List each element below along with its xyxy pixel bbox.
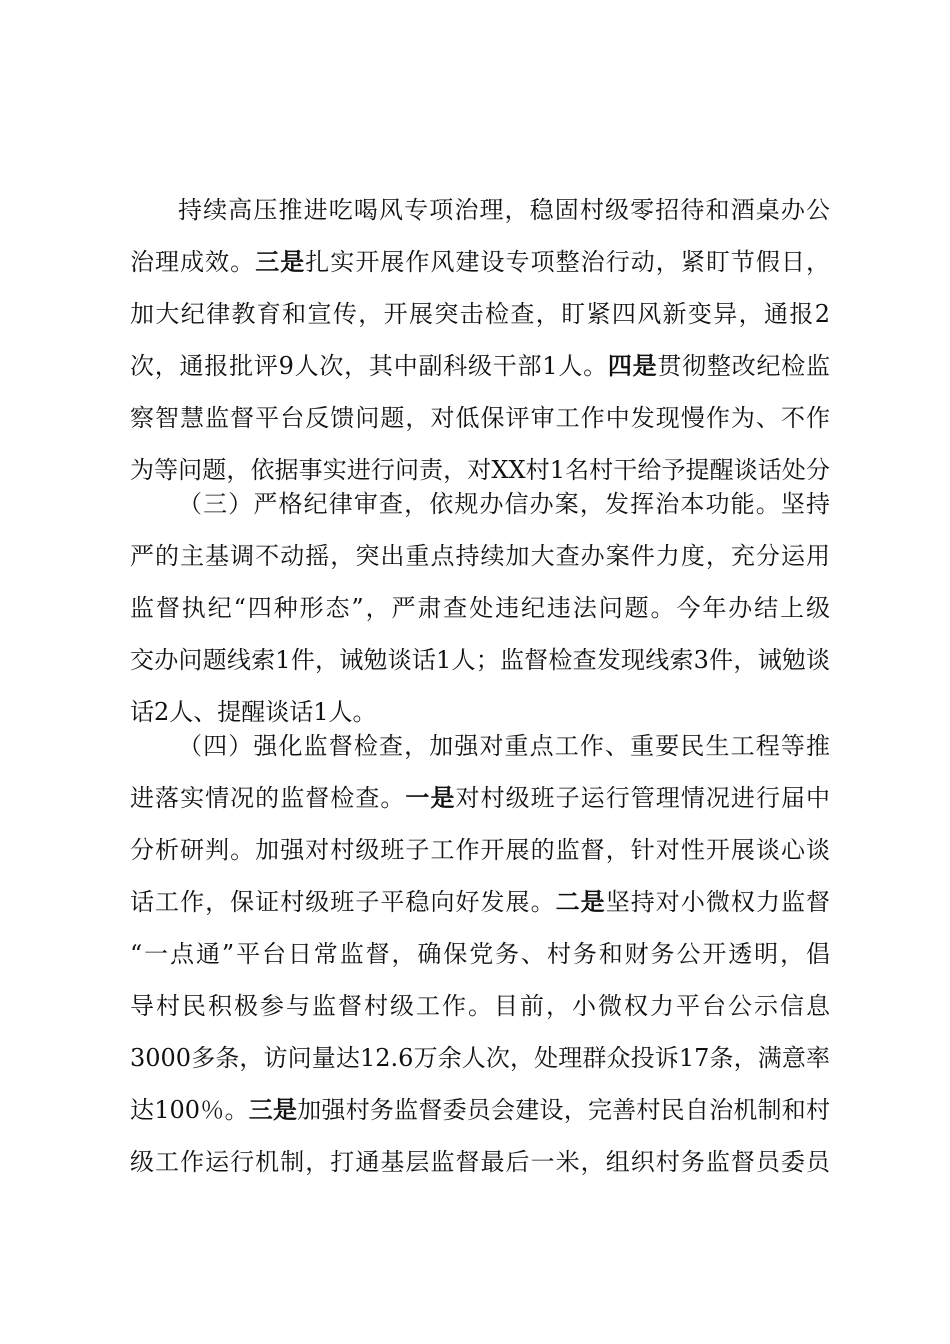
text-line (130, 530, 830, 582)
text-run: 严的主基调不动摇，突出重点持续加大查办案件力度，充分运用 (130, 542, 830, 570)
text-run: 监督执纪“四种形态”，严肃查处违纪违法问题。今年办结上级 (130, 594, 830, 622)
text-run: 进落实情况的监督检查。 (130, 784, 406, 812)
paragraph-discipline-review (130, 478, 830, 738)
text-line (130, 876, 830, 928)
text-line (130, 392, 830, 444)
text-line (130, 582, 830, 634)
text-run: 加强村务监督委员会建设，完善村民自治机制和村 (297, 1096, 831, 1124)
text-run: 话工作，保证村级班子平稳向好发展。 (130, 888, 556, 916)
text-line (130, 980, 830, 1032)
bold-marker: 四是 (607, 352, 658, 380)
bold-marker: 一是 (405, 784, 456, 812)
paragraph-supervision-inspection (130, 720, 830, 1188)
text-run: 分析研判。加强对村级班子工作开展的监督，针对性开展谈心谈 (130, 836, 830, 864)
text-run: 达100％。 (130, 1096, 249, 1124)
text-run: 交办问题线索1件，诫勉谈话1人；监督检查发现线索3件，诫勉谈 (130, 646, 830, 674)
text-run: 贯彻整改纪检监 (657, 352, 831, 380)
text-run: 话2人、提醒谈话1人。 (130, 698, 377, 726)
text-line (130, 236, 830, 288)
text-run: 级工作运行机制，打通基层监督最后一米，组织村务监督员委员 (130, 1148, 830, 1176)
text-line (130, 288, 830, 340)
text-run: （三）严格纪律审查，依规办信办案，发挥治本功能。坚持 (178, 490, 830, 518)
text-run: 加大纪律教育和宣传，开展突击检查，盯紧四风新变异，通报2 (130, 300, 830, 328)
bold-marker: 二是 (555, 888, 606, 916)
text-line (130, 634, 830, 686)
text-line (130, 478, 830, 530)
text-run: “一点通”平台日常监督，确保党务、村务和财务公开透明，倡 (130, 940, 830, 968)
text-run: 3000多条，访问量达12.6万余人次，处理群众投诉17条，满意率 (130, 1044, 830, 1072)
text-line (130, 720, 830, 772)
text-run: 对村级班子运行管理情况进行届中 (455, 784, 831, 812)
text-run: 导村民积极参与监督村级工作。目前，小微权力平台公示信息 (130, 992, 830, 1020)
text-line (130, 1032, 830, 1084)
text-run: 次，通报批评9人次，其中副科级干部1人。 (130, 352, 608, 380)
text-run: 治理成效。 (130, 248, 256, 276)
text-line (130, 184, 830, 236)
text-line (130, 1084, 830, 1136)
text-line (130, 928, 830, 980)
text-line (130, 772, 830, 824)
bold-marker: 三是 (248, 1096, 298, 1124)
text-run: 为等问题，依据事实进行问责，对XX村1名村干给予提醒谈话处分 (130, 456, 830, 484)
text-line (130, 824, 830, 876)
text-run: 扎实开展作风建设专项整治行动，紧盯节假日， (305, 248, 831, 276)
bold-marker: 三是 (255, 248, 306, 276)
text-run: 持续高压推进吃喝风专项治理，稳固村级零招待和酒桌办公 (178, 196, 830, 224)
text-line (130, 340, 830, 392)
text-run: （四）强化监督检查，加强对重点工作、重要民生工程等推 (178, 732, 830, 760)
paragraph-food-style-governance (130, 184, 830, 496)
text-line (130, 1136, 830, 1188)
text-run: 察智慧监督平台反馈问题，对低保评审工作中发现慢作为、不作 (130, 404, 830, 432)
text-run: 坚持对小微权力监督 (605, 888, 831, 916)
